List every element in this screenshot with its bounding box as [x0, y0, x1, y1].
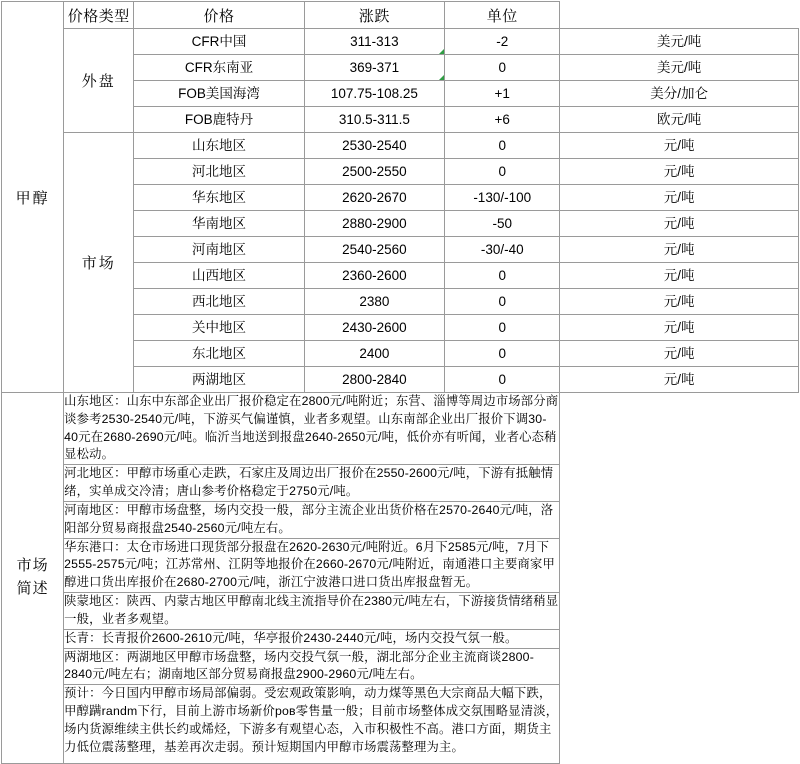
row-price: 2800-2840 [304, 367, 444, 393]
row-change: 0 [445, 133, 560, 159]
row-price: 369-371 [304, 55, 444, 81]
row-type: 山东地区 [134, 133, 304, 159]
price-table [1, 1, 799, 764]
summary-paragraph: 陕蒙地区：陕西、内蒙古地区甲醇南北线主流指导价在2380元/吨左右，下游接货情绪稍显一般，业者多观望。 [64, 593, 560, 630]
group-label-overseas: 外盘 [64, 29, 134, 133]
row-unit: 元/吨 [560, 211, 799, 237]
row-type: 两湖地区 [134, 367, 304, 393]
row-price: 2880-2900 [304, 211, 444, 237]
row-unit: 元/吨 [560, 315, 799, 341]
row-type: 西北地区 [134, 289, 304, 315]
summary-paragraph: 华东港口：太仓市场进口现货部分报盘在2620-2630元/吨附近。6月下2585元/吨，7月下2555-2575元/吨；江苏常州、江阴等地报价在2660-2670元/吨附近，南通港口主要商家甲醇进口货出库报价在2680-2700元/吨，浙江宁波港口进口货出库报盘暂无。 [64, 538, 560, 592]
methanol-price-sheet [0, 1, 800, 754]
row-change: 0 [445, 289, 560, 315]
header-price-type: 价格类型 [64, 2, 134, 29]
row-price: 2530-2540 [304, 133, 444, 159]
row-unit: 欧元/吨 [560, 107, 799, 133]
row-price: 2360-2600 [304, 263, 444, 289]
row-change: 0 [445, 159, 560, 185]
row-price: 107.75-108.25 [304, 81, 444, 107]
row-change: +1 [445, 81, 560, 107]
row-change: 0 [445, 367, 560, 393]
summary-label [2, 393, 64, 764]
group-label-market: 市场 [64, 133, 134, 393]
row-price: 311-313 [304, 29, 444, 55]
row-change: 0 [445, 315, 560, 341]
row-unit: 元/吨 [560, 185, 799, 211]
summary-label-line2: 简述 [16, 579, 49, 597]
row-type: 东北地区 [134, 341, 304, 367]
row-type: CFR中国 [134, 29, 304, 55]
row-price: 310.5-311.5 [304, 107, 444, 133]
summary-paragraph: 预计：今日国内甲醇市场局部偏弱。受宏观政策影响，动力煤等黑色大宗商品大幅下跌，甲醇蹒randm下行，目前上游市场新价ров零售量一般；目前市场整体成交氛围略显清淡，场内货源维续主供长约或烯烃，下游多有观望心态，入市积极性不高。港口方面，期货主力低位震荡整理，基差再次走弱。预计短期国内甲醇市场震荡整理为主。 [64, 685, 560, 763]
summary-row [2, 538, 799, 592]
row-type: 华南地区 [134, 211, 304, 237]
row-type: CFR东南亚 [134, 55, 304, 81]
row-change: -2 [445, 29, 560, 55]
row-price: 2400 [304, 341, 444, 367]
summary-row [2, 393, 799, 465]
summary-row [2, 593, 799, 630]
summary-paragraph: 两湖地区：两湖地区甲醇市场盘整，场内交投气氛一般，湖北部分企业主流商谈2800-2840元/吨左右；湖南地区部分贸易商报盘2900-2960元/吨左右。 [64, 648, 560, 685]
summary-row [2, 685, 799, 763]
summary-paragraph: 河北地区：甲醇市场重心走跌，石家庄及周边出厂报价在2550-2600元/吨，下游有抵触情绪，实单成交冷清；唐山参考价格稳定于2750元/吨。 [64, 465, 560, 502]
table-header-row [2, 2, 799, 29]
row-unit: 元/吨 [560, 341, 799, 367]
row-unit: 美分/加仑 [560, 81, 799, 107]
summary-row [2, 465, 799, 502]
row-unit: 美元/吨 [560, 29, 799, 55]
row-price: 2500-2550 [304, 159, 444, 185]
summary-label-line1: 市场 [16, 557, 49, 575]
row-change: -130/-100 [445, 185, 560, 211]
row-unit: 元/吨 [560, 159, 799, 185]
row-unit: 元/吨 [560, 289, 799, 315]
header-change: 涨跌 [304, 2, 444, 29]
row-unit: 美元/吨 [560, 55, 799, 81]
summary-paragraph: 河南地区：甲醇市场盘整，场内交投一般，部分主流企业出货价格在2570-2640元/吨，洛阳部分贸易商报盘2540-2560元/吨左右。 [64, 501, 560, 538]
row-type: FOB鹿特丹 [134, 107, 304, 133]
row-type: FOB美国海湾 [134, 81, 304, 107]
row-type: 关中地区 [134, 315, 304, 341]
row-unit: 元/吨 [560, 133, 799, 159]
summary-paragraph: 山东地区：山东中东部企业出厂报价稳定在2800元/吨附近；东营、淄博等周边市场部分商谈参考2530-2540元/吨，下游买气偏谨慎，业者多观望。山东南部企业出厂报价下调30-40元在2680-2690元/吨。临沂当地送到报盘2640-2650元/吨，低价亦有听闻，业者心态稍显松动。 [64, 393, 560, 465]
row-type: 河北地区 [134, 159, 304, 185]
row-type: 河南地区 [134, 237, 304, 263]
row-unit: 元/吨 [560, 237, 799, 263]
row-price: 2380 [304, 289, 444, 315]
row-type: 山西地区 [134, 263, 304, 289]
row-change: 0 [445, 341, 560, 367]
summary-row [2, 648, 799, 685]
row-unit: 元/吨 [560, 263, 799, 289]
row-price: 2430-2600 [304, 315, 444, 341]
row-price: 2620-2670 [304, 185, 444, 211]
category-label: 甲醇 [2, 2, 64, 393]
row-change: 0 [445, 55, 560, 81]
table-row [2, 133, 799, 159]
row-price: 2540-2560 [304, 237, 444, 263]
row-change: -30/-40 [445, 237, 560, 263]
row-change: -50 [445, 211, 560, 237]
summary-paragraph: 长青：长青报价2600-2610元/吨，华亭报价2430-2440元/吨，场内交投气氛一般。 [64, 629, 560, 648]
row-change: 0 [445, 263, 560, 289]
table-row [2, 29, 799, 55]
row-change: +6 [445, 107, 560, 133]
row-unit: 元/吨 [560, 367, 799, 393]
header-unit: 单位 [445, 2, 560, 29]
summary-row [2, 629, 799, 648]
header-price: 价格 [134, 2, 304, 29]
summary-row [2, 501, 799, 538]
row-type: 华东地区 [134, 185, 304, 211]
